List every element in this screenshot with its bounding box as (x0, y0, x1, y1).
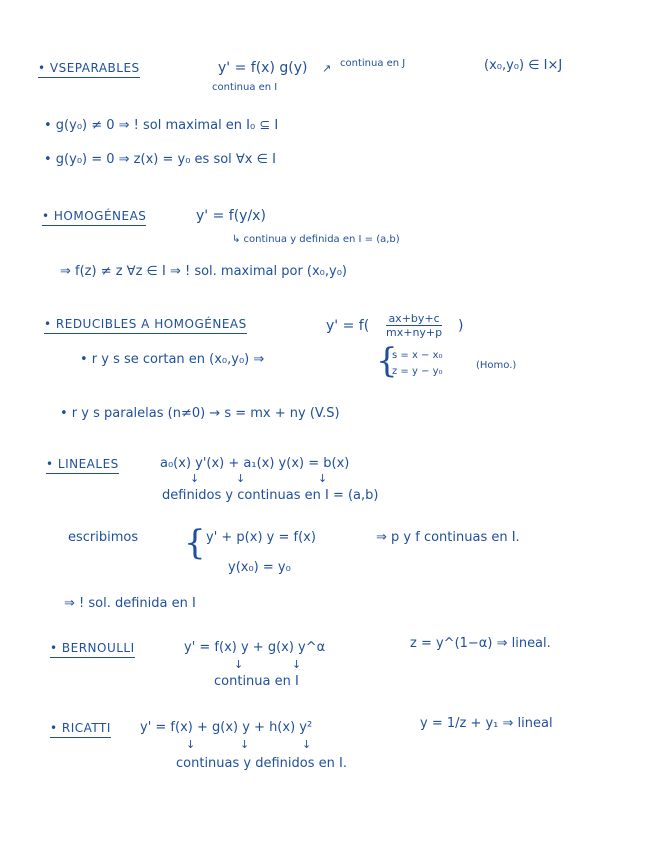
bernoulli-formula: y' = f(x) y + g(x) y^α (184, 640, 326, 655)
brace-icon: { (184, 523, 206, 563)
separables-title: • VSEPARABLES (38, 60, 140, 78)
brace-icon: { (376, 341, 398, 381)
homogeneas-note: ↳ continua y definida en I = (a,b) (232, 234, 400, 245)
homogeneas-line1: ⇒ f(z) ≠ z ∀z ∈ I ⇒ ! sol. maximal por (x₀,y₀) (60, 264, 348, 279)
arrow-icon: ↗ (322, 62, 332, 75)
arrow-down-icon: ↓ (302, 738, 312, 751)
reducibles-line2: • r y s paralelas (n≠0) → s = mx + ny (V.S) (60, 406, 340, 421)
arrow-down-icon: ↓ (292, 658, 302, 671)
homogeneas-formula: y' = f(y/x) (196, 208, 266, 224)
arrow-down-icon: ↓ (234, 658, 244, 671)
ricatti-note: continuas y definidos en I. (176, 756, 347, 771)
lineales-conclusion: ⇒ ! sol. definida en I (64, 596, 196, 611)
reducibles-formula-prefix: y' = f( (326, 318, 370, 334)
reducibles-formula-suffix: ) (458, 318, 464, 334)
lineales-title: • LINEALES (46, 456, 119, 474)
arrow-down-icon: ↓ (190, 472, 200, 485)
ricatti-formula: y' = f(x) + g(x) y + h(x) y² (140, 720, 313, 735)
lineales-escribimos: escribimos (68, 530, 139, 545)
lineales-sys2: y(x₀) = y₀ (228, 560, 291, 575)
arrow-down-icon: ↓ (186, 738, 196, 751)
lineales-sys-note: ⇒ p y f continuas en I. (376, 530, 520, 545)
ricatti-title: • RICATTI (50, 720, 111, 738)
reducibles-numerator: ax+by+c (386, 312, 442, 326)
ricatti-subst: y = 1/z + y₁ ⇒ lineal (420, 716, 553, 731)
separables-line1: • g(y₀) ≠ 0 ⇒ ! sol maximal en I₀ ⊆ I (44, 118, 279, 133)
arrow-down-icon: ↓ (240, 738, 250, 751)
lineales-sys1: y' + p(x) y = f(x) (206, 530, 316, 545)
reducibles-line1: • r y s se cortan en (x₀,y₀) ⇒ (80, 352, 265, 367)
separables-note-right: continua en J (340, 58, 406, 69)
lineales-note: definidos y continuas en I = (a,b) (162, 488, 379, 503)
bernoulli-note: continua en I (214, 674, 299, 689)
reducibles-sub1: s = x − x₀ (392, 350, 443, 361)
reducibles-title: • REDUCIBLES A HOMOGÉNEAS (44, 316, 247, 334)
reducibles-denominator: mx+ny+p (386, 326, 443, 339)
separables-line2: • g(y₀) = 0 ⇒ z(x) = y₀ es sol ∀x ∈ I (44, 152, 276, 167)
arrow-down-icon: ↓ (318, 472, 328, 485)
lineales-formula: a₀(x) y'(x) + a₁(x) y(x) = b(x) (160, 456, 350, 471)
reducibles-sub2: z = y − y₀ (392, 366, 443, 377)
reducibles-fraction (386, 312, 442, 339)
bernoulli-title: • BERNOULLI (50, 640, 135, 658)
separables-formula: y' = f(x) g(y) (218, 60, 308, 76)
separables-domain: (x₀,y₀) ∈ I×J (484, 58, 563, 73)
bernoulli-subst: z = y^(1−α) ⇒ lineal. (410, 636, 551, 651)
homogeneas-title: • HOMOGÉNEAS (42, 208, 146, 226)
reducibles-line1-note: (Homo.) (476, 360, 517, 371)
separables-note-below: continua en I (212, 82, 278, 93)
arrow-down-icon: ↓ (236, 472, 246, 485)
